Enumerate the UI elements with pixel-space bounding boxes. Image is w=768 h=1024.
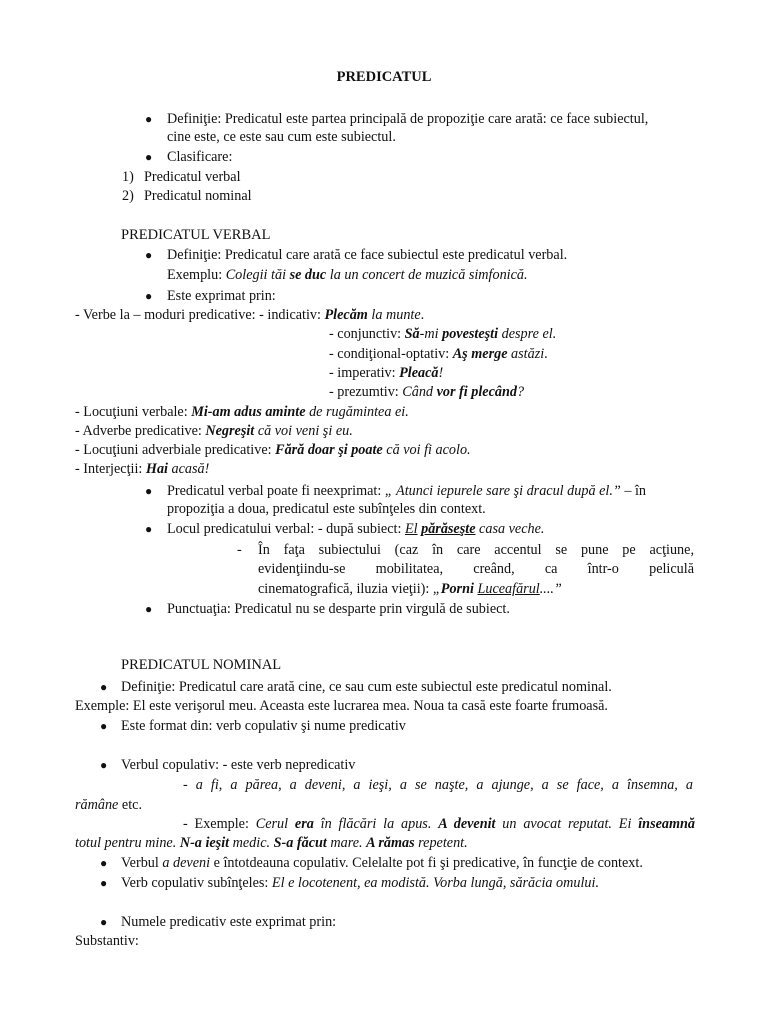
expressed-label: Este exprimat prin: [167, 288, 276, 304]
bullet: ● [100, 680, 108, 694]
list-item: Predicatul verbal [144, 169, 241, 185]
copulativ-line: Verbul copulativ: - este verb nepredicativ [121, 757, 356, 773]
locul-line: Locul predicatului verbal: - după subiect: El părăseşte casa veche. [167, 521, 545, 537]
example-line: Exemplu: Colegii tăi se duc la un concert de muzică simfonică. [167, 267, 528, 283]
mode-line-indicativ: - Verbe la – moduri predicative: - indicativ: Plecăm la munte. [75, 307, 425, 323]
substantiv-label: Substantiv: [75, 933, 139, 949]
copulative-examples: - Exemple: Cerul era în flăcări la apus. A devenit un avocat reputat. Ei înseamnă [183, 816, 695, 832]
bullet: ● [145, 248, 153, 262]
mode-line-conditional: - condiţional-optativ: Aş merge astăzi. [329, 346, 548, 362]
classification-label: Clasificare: [167, 149, 233, 165]
bullet: ● [145, 150, 153, 164]
subinteles-line: Verb copulativ subînţeles: El e locotenent, ea modistă. Vorba lungă, sărăcia omului. [121, 875, 599, 891]
interjectii-line: - Interjecţii: Hai acasă! [75, 461, 210, 477]
list-item: Predicatul nominal [144, 188, 252, 204]
bullet: ● [145, 289, 153, 303]
copulative-examples-cont: totul pentru mine. N-a ieşit medic. S-a făcut mare. A rămas repetent. [75, 835, 468, 851]
dash-marker: - [237, 542, 242, 558]
section-heading-verbal: PREDICATUL VERBAL [121, 227, 271, 243]
a-deveni-line: Verbul a deveni e întotdeauna copulativ. Celelalte pot fi şi predicative, în funcţie de context. [121, 855, 643, 871]
in-fata-line: În faţa subiectului (caz în care accentul se pune pe acţiune, [258, 542, 694, 558]
mode-line-conjunctiv: - conjunctiv: Să-mi povesteşti despre el. [329, 326, 557, 342]
section-heading-nominal: PREDICATUL NOMINAL [121, 657, 282, 673]
copulative-verbs-list-cont: rămâne etc. [75, 797, 142, 813]
mode-line-prezumtiv: - prezumtiv: Când vor fi plecând? [329, 384, 525, 400]
list-number: 1) [122, 169, 134, 185]
copulative-verbs-list: - a fi, a părea, a deveni, a ieşi, a se naşte, a ajunge, a se face, a însemna, a [183, 777, 693, 793]
bullet: ● [145, 112, 153, 126]
nume-predicativ-line: Numele predicativ este exprimat prin: [121, 914, 337, 930]
bullet: ● [100, 876, 108, 890]
mode-line-imperativ: - imperativ: Pleacă! [329, 365, 444, 381]
bullet: ● [100, 915, 108, 929]
bullet: ● [100, 856, 108, 870]
bullet: ● [100, 758, 108, 772]
page-title: PREDICATUL [336, 69, 432, 85]
locutiuni-verbale-line: - Locuţiuni verbale: Mi-am adus aminte de rugămintea ei. [75, 404, 409, 420]
locutiuni-adverbiale-line: - Locuţiuni adverbiale predicative: Fără doar şi poate că voi fi acolo. [75, 442, 471, 458]
bullet: ● [145, 522, 153, 536]
neexprimat-line: Predicatul verbal poate fi neexprimat: „ Atunci iepurele sare şi dracul după el.” – în [167, 483, 647, 499]
examples-line: Exemple: El este verişorul meu. Aceasta este lucrarea mea. Noua ta casă este foarte frumoasă. [75, 698, 608, 714]
definition-text: Definiţie: Predicatul care arată ce face subiectul este predicatul verbal. [167, 247, 568, 263]
definition-text-cont: cine este, ce este sau cum este subiectul. [167, 129, 396, 145]
definition-text: Definiţie: Predicatul este partea principală de propoziţie care arată: ce face subiectul, [167, 111, 649, 127]
list-number: 2) [122, 188, 134, 204]
in-fata-line-cont: evidenţiindu-se mobilitatea, creând, ca într-o peliculă [258, 561, 694, 577]
neexprimat-line-cont: propoziţia a doua, predicatul este subînţeles din context. [167, 501, 486, 517]
bullet: ● [100, 719, 108, 733]
punctuatia-line: Punctuaţia: Predicatul nu se desparte prin virgulă de subiect. [167, 601, 510, 617]
bullet: ● [145, 602, 153, 616]
definition-text: Definiţie: Predicatul care arată cine, ce sau cum este subiectul este predicatul nominal. [121, 679, 612, 695]
adverbe-predicative-line: - Adverbe predicative: Negreşit că voi veni şi eu. [75, 423, 353, 439]
bullet: ● [145, 484, 153, 498]
format-line: Este format din: verb copulativ şi nume predicativ [121, 718, 406, 734]
in-fata-line-example: cinematografică, iluzia vieţii): „Porni Luceafărul....” [258, 581, 562, 597]
